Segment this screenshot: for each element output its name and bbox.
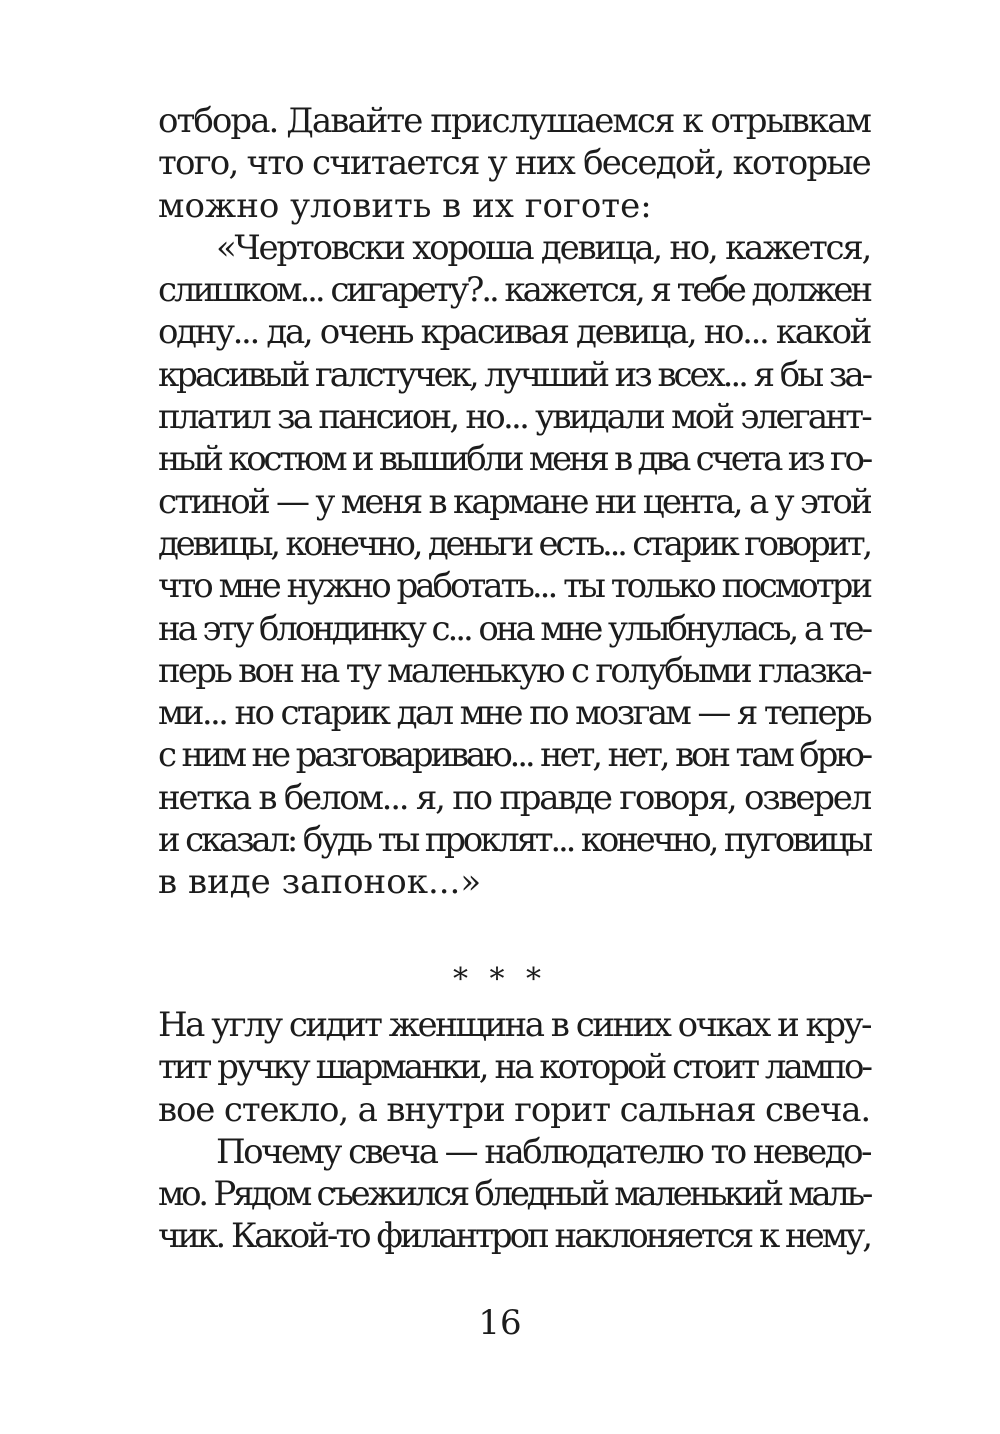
text-line: девицы, конечно, деньги есть... старик говорит, (158, 523, 870, 564)
text-line: одну... да, очень красивая девица, но... какой (158, 312, 870, 353)
text-line: стиной — у меня в кармане ни цента, а у этой (158, 481, 870, 522)
text-block-bottom (158, 1004, 870, 1258)
text-line: вое стекло, а внутри горит сальная свеча. (158, 1089, 870, 1130)
text-line: отбора. Давайте прислушаемся к отрывкам (158, 101, 870, 141)
text-line: На углу сидит женщина в синих очках и кру- (158, 1005, 870, 1045)
text-line: тит ручку шарманки, на которой стоит лампо- (158, 1047, 870, 1088)
text-line: ный костюм и вышибли меня в два счета из го- (158, 439, 870, 480)
text-line: на эту блондинку с... она мне улыбнулась, а те- (158, 608, 870, 649)
text-line: перь вон на ту маленькую с голубыми глазка- (158, 650, 870, 691)
text-line: Почему свеча — наблюдателю то неведо- (216, 1131, 870, 1172)
text-line: в виде запонок...» (158, 862, 482, 903)
text-line: нетка в белом... я, по правде говоря, озверел (158, 777, 870, 818)
text-line: платил за пансион, но... увидали мой элегант- (158, 397, 870, 438)
text-line: ми... но старик дал мне по мозгам — я теперь (158, 693, 870, 734)
text-line: красивый галстучек, лучший из всех... я бы за- (158, 354, 870, 395)
text-line: что мне нужно работать... ты только посмотри (158, 566, 870, 607)
section-separator: * * * (452, 962, 548, 997)
text-line: того, что считается у них беседой, которые (158, 143, 870, 184)
text-line: и сказал: будь ты проклят... конечно, пуговицы (158, 820, 870, 861)
text-line: можно уловить в их гоготе: (158, 185, 652, 226)
text-block-top (158, 100, 870, 904)
text-line: «Чертовски хороша девица, но, кажется, (216, 227, 870, 268)
text-line: чик. Какой-то филантроп наклоняется к нему, (158, 1216, 870, 1257)
text-line: слишком... сигарету?.. кажется, я тебе должен (158, 270, 870, 311)
text-line: с ним не разговариваю... нет, нет, вон там брю- (158, 735, 870, 776)
page-number: 16 (478, 1303, 522, 1343)
text-line: мо. Рядом съежился бледный маленький маль- (158, 1174, 870, 1215)
